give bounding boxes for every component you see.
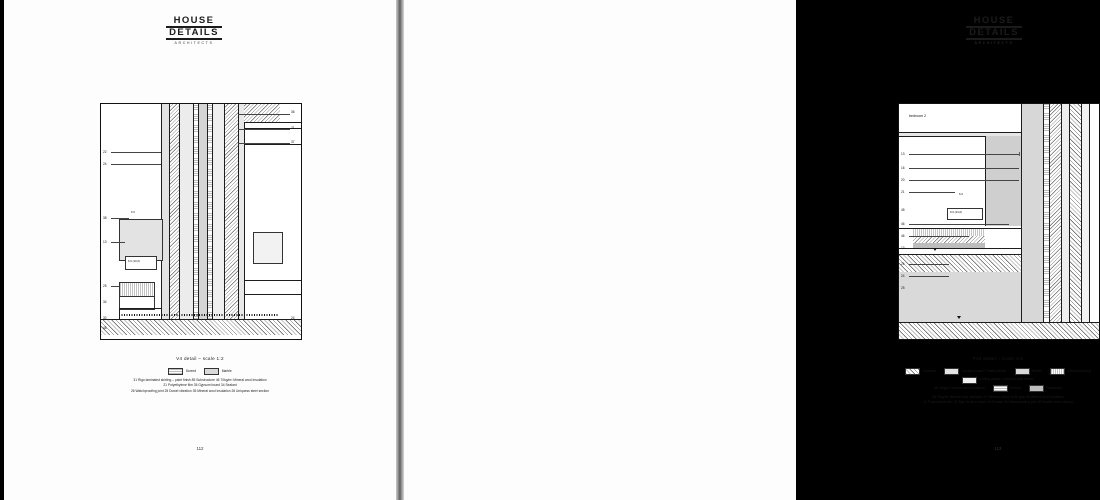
callout-number: 21 [291, 126, 295, 130]
dimension-text: 6.0 (10,0) [128, 259, 140, 263]
legend-item [1029, 385, 1062, 392]
edge-line [1043, 104, 1044, 329]
legend-swatch-plaster [944, 368, 959, 375]
floor-line [899, 248, 1021, 249]
dimension-text: 6.0 [959, 192, 963, 196]
figure-caption-right: F16 detail – scale 1:5 [972, 356, 1024, 361]
section-line [244, 122, 301, 123]
callout-number: 45 [901, 208, 905, 212]
edge-line [169, 104, 170, 319]
layer-cavity [212, 104, 224, 319]
edge-line [244, 104, 245, 319]
concrete-slab [899, 254, 1021, 272]
legend-item [944, 368, 1006, 375]
legend-note: 21 Polyethylene film 31 Rigo for floor levels 34 Sealant 26 Watchproofing joint 28 Marble stone skirting [923, 400, 1073, 405]
callout-number: 13 [103, 240, 107, 244]
callout-number: 38 [103, 216, 107, 220]
layer-blockwork [179, 104, 193, 319]
legend-label: Concrete [922, 368, 937, 373]
callout-number: 30 [103, 316, 107, 320]
layer-plaster [161, 104, 169, 319]
brand-line2: DETAILS [169, 27, 219, 38]
legend-swatch-screed [168, 368, 183, 375]
book-gutter [396, 0, 404, 500]
legend-item [993, 385, 1021, 392]
marker-dot [1019, 152, 1020, 156]
legend-swatch-row-2 [898, 377, 1098, 384]
layer-external-leaf [1069, 104, 1081, 329]
brand-logo-right [944, 16, 1044, 46]
legend-item [168, 368, 196, 375]
legend-label: Screed [185, 368, 197, 373]
layer-top-insulation [244, 104, 280, 122]
callout-number: 36 [291, 110, 295, 114]
edge-line [985, 136, 986, 226]
callout-number: 16 [901, 166, 905, 170]
edge-line [212, 104, 213, 319]
legend-item [1050, 368, 1091, 375]
callout-number: 46 [901, 234, 905, 238]
callout-number: 20 [901, 178, 905, 182]
floor-line [899, 228, 1021, 229]
edge-line [1049, 104, 1050, 329]
level-marker [933, 248, 937, 251]
legend-item [934, 385, 985, 392]
legend-item [905, 368, 936, 375]
legend-label: Gypsum board / Thistle plaster [961, 368, 1007, 373]
callout-number: 25 [901, 286, 905, 290]
legend-swatch-concrete [905, 368, 920, 375]
edge-line [179, 104, 180, 319]
screed-bedding [913, 228, 985, 236]
legend-item [204, 368, 232, 375]
legend-swatch-row-3 [898, 385, 1098, 392]
layer-render [1081, 104, 1089, 329]
edge-line [207, 104, 208, 319]
callout-number: 46 [901, 222, 905, 226]
slab-top-line [101, 319, 301, 320]
detail-drawing-left [100, 103, 302, 340]
upstand-block [985, 136, 1021, 226]
detail-drawing-right [898, 103, 1100, 340]
brand-line2: DETAILS [969, 27, 1019, 38]
edge-line [1089, 104, 1090, 329]
legend-label: Floorboard [1046, 385, 1063, 390]
legend-notes [898, 395, 1098, 406]
layer-cavity [1061, 104, 1069, 329]
damp-proof-membrane [119, 314, 279, 316]
callout-number: 34 [103, 300, 107, 304]
legend-label: Screed [1010, 385, 1021, 390]
legend-label: Marble [1032, 368, 1043, 373]
legend-swatch-marble [1015, 368, 1030, 375]
ceiling-line [899, 132, 1021, 133]
callout-number: 13 [901, 152, 905, 156]
callout-number: 26 [901, 262, 905, 266]
callout-number: 25 [103, 284, 107, 288]
edge-line [161, 104, 162, 319]
legend-note: 26 Watchproofing joint 25 Dowel vibration 35 Mineral wool insulation 26 Uniquess steel section [130, 388, 270, 393]
interior-finish-block [119, 219, 163, 261]
edge-line [193, 104, 194, 319]
callout-number: 22 [103, 150, 107, 154]
legend-note: 46 70kg/m³ Mineral wool insulation 17 Waterproofing 16 Air gap 35 Mineral wool insulation [932, 395, 1064, 399]
page-right [404, 0, 1091, 500]
ground-slab [101, 319, 301, 335]
dimension-text: 9.0 (24,6) [950, 210, 962, 214]
floor-insulation [913, 236, 985, 243]
callout-number: 13 [901, 246, 905, 250]
callout-number: 37 [291, 140, 295, 144]
legend-label: Screed bedding [1067, 368, 1091, 373]
edge-line [224, 104, 225, 319]
slab-line [899, 254, 1021, 255]
layer-blockwork [1021, 104, 1043, 329]
edge-line [1081, 104, 1082, 329]
figure-caption-left: V4 detail – scale 1:2 [176, 356, 224, 361]
callout-number: 48 [103, 326, 107, 330]
ground-strip [899, 322, 1099, 339]
legend-item [1015, 368, 1043, 375]
step-line [119, 308, 120, 319]
layer-insulation-inner [169, 104, 179, 319]
legend-note: 31 Rigo laminated skirting – paint finish 85 Substructure 46 70kg/m³ Mineral wool insulation [133, 378, 267, 382]
legend-swatch-row [100, 368, 300, 375]
layer-insulation-outer [224, 104, 238, 319]
layer-insulation [1049, 104, 1061, 329]
callout-number: 21 [901, 190, 905, 194]
lower-room-void [899, 272, 1021, 329]
level-marker [957, 316, 961, 319]
legend-label: 46 70kg/m³ Mineral wool insulation [933, 385, 985, 390]
legend-swatch-marble [204, 368, 219, 375]
ground-line [899, 322, 1099, 323]
layer-core [198, 104, 207, 319]
callout-number: 24 [901, 274, 905, 278]
section-line [244, 280, 301, 281]
callout-number: 24 [103, 162, 107, 166]
page-number-right: 113 [994, 446, 1002, 451]
legend-swatch-render [962, 377, 977, 384]
legend-label: Ceiling plaster / External solid render [979, 377, 1034, 382]
legend-note: 21 Polyethylene film 35 Gypsum board 34 Sealant [163, 383, 237, 388]
edge-line [1061, 104, 1062, 329]
brand-line1: HOUSE [973, 15, 1015, 26]
legend-item [962, 377, 1033, 384]
brand-line1: HOUSE [173, 15, 215, 26]
legend-swatch-bedding [1050, 368, 1065, 375]
edge-line [198, 104, 199, 319]
brand-line3: ARCHITECTS [174, 41, 214, 45]
legend-right [898, 368, 1098, 406]
step-line [119, 308, 161, 309]
edge-line [1069, 104, 1070, 329]
legend-left [100, 368, 300, 394]
dimension-text: 6.0 [131, 210, 135, 214]
legend-swatch-row-1 [898, 368, 1098, 375]
callout-number: 24 [291, 316, 295, 320]
legend-swatch-floorboard [1029, 385, 1044, 392]
page-number-left: 112 [196, 446, 204, 451]
room-label-interior: bedroom 2 [909, 114, 927, 118]
edge-line [238, 104, 239, 319]
legend-notes [100, 378, 300, 394]
legend-label: Marble [221, 368, 232, 373]
section-line [244, 294, 301, 295]
brand-logo-left [144, 16, 244, 46]
legend-swatch-screed [993, 385, 1008, 392]
brand-line3: ARCHITECTS [974, 41, 1014, 45]
page-left [4, 0, 396, 500]
edge-line [1021, 104, 1022, 329]
section-line [244, 144, 301, 145]
external-block [253, 232, 283, 264]
